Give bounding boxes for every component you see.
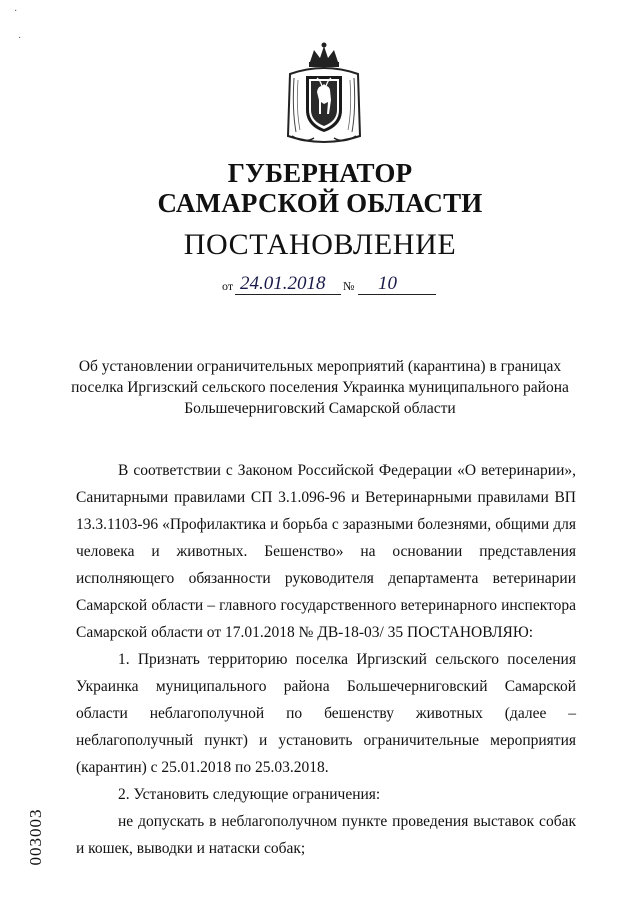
authority-title-line1: ГУБЕРНАТОР: [227, 158, 413, 188]
subject-line: Об установлении ограничительных мероприятий (карантина) в границах: [78, 358, 562, 375]
page-stamp-number: 003003: [26, 808, 45, 866]
body-paragraph-item-1: 1. Признать территорию поселка Иргизский сельского поселения Украинка муниципального района Большечерниговский Самарской области неблагополучной по бешенству животных (далее – неблагополучный пункт) и установить ограничительные мероприятия (карантин) с 25.01.2018 по 25.03.2018.: [76, 651, 576, 776]
document-subject: [60, 356, 580, 419]
scan-speck: ·: [18, 33, 22, 44]
subject-line: поселка Иргизский сельского поселения Украинка муниципального района: [71, 379, 569, 396]
subject-line: Большечерниговский Самарской области: [184, 400, 456, 417]
body-paragraph-preamble: В соответствии с Законом Российской Федерации «О ветеринарии», Санитарными правилами СП 3.1.096-96 и Ветеринарными правилами ВП 13.3.1103-96 «Профилактика и борьба с заразными болезнями, общими для человека и животных. Бешенство» на основании представления исполняющего обязанности руководителя департамента ветеринарии Самарской области – главного государственного ветеринарного инспектора Самарской области от 17.01.2018 № ДВ-18-03/ 35 ПОСТАНОВЛЯЮ:: [76, 462, 576, 641]
date-label: от: [222, 279, 234, 293]
body-paragraph-restriction: не допускать в неблагополучном пункте проведения выставок собак и кошек, выводки и натаски собак;: [76, 813, 576, 857]
handwritten-date: 24.01.2018: [240, 273, 326, 294]
scan-speck: ·: [14, 6, 18, 17]
authority-title-line2: САМАРСКОЙ ОБЛАСТИ: [157, 188, 483, 218]
date-number-line: [222, 274, 452, 300]
document-body: [76, 457, 576, 862]
body-paragraph-item-2: 2. Установить следующие ограничения:: [118, 786, 381, 803]
handwritten-number: 10: [378, 273, 397, 294]
number-label: №: [343, 279, 355, 293]
coat-of-arms-emblem: [284, 40, 364, 150]
number-underline: [358, 294, 436, 295]
document-type-heading: ПОСТАНОВЛЕНИЕ: [183, 228, 457, 261]
